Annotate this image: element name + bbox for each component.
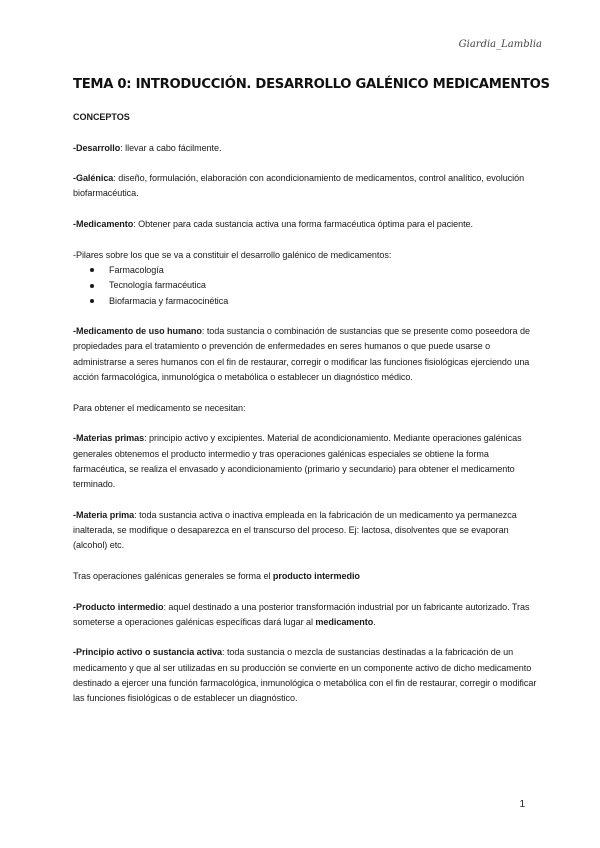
list-item — [73, 294, 538, 309]
emphasis-text: medicamento — [315, 616, 374, 627]
emphasis-text: producto intermedio — [272, 570, 360, 581]
definition-text: : toda sustancia o combinación de sustancias que se presente como poseedora de propiedades para el tratamiento o prevención de enfermedades en seres humanos o que puede usarse o administrarse a seres humanos con el fin de restaurar, corregir o modificar las funciones fisiológicas ejerciendo una acción farmacológica, inmunológica o metabólica o establecer un diagnóstico médico. — [73, 326, 530, 383]
definition-galenica — [73, 171, 538, 202]
list-item — [73, 263, 538, 278]
term: -Medicamento de uso humano — [73, 326, 202, 337]
definition-materias-primas — [73, 431, 538, 492]
author-header: Giardia_Lamblia — [458, 39, 542, 50]
definition-desarrollo — [73, 141, 538, 156]
line-text: Tras operaciones galénicas generales se forma el — [73, 570, 273, 581]
list-item — [73, 278, 538, 293]
definition-principio-activo — [73, 645, 538, 706]
definition-uso-humano — [73, 324, 538, 385]
pilares-list — [73, 263, 538, 309]
term: -Principio activo o sustancia activa — [73, 647, 223, 658]
term: -Galénica — [73, 173, 114, 184]
pilares-intro: -Pilares sobre los que se va a constituir el desarrollo galénico de medicamentos: — [73, 249, 392, 260]
page-number: 1 — [519, 799, 525, 810]
definition-medicamento — [73, 217, 538, 232]
list-item-text: Biofarmacia y farmacocinética — [109, 295, 229, 306]
term: -Medicamento — [73, 219, 134, 230]
pilares-block — [73, 248, 538, 309]
definition-text: : diseño, formulación, elaboración con acondicionamiento de medicamentos, control analítico, evolución biofarmacéutica. — [73, 173, 525, 199]
section-heading: CONCEPTOS — [73, 112, 130, 122]
bullet-icon — [90, 268, 94, 272]
list-item-text: Farmacología — [109, 264, 164, 275]
definition-text: : llevar a cabo fácilmente. — [120, 142, 222, 153]
bullet-icon — [90, 299, 94, 303]
para-obtener-line: Para obtener el medicamento se necesitan: — [73, 402, 246, 413]
definition-producto-intermedio — [73, 600, 538, 631]
definition-text: : Obtener para cada sustancia activa una forma farmacéutica óptima para el paciente. — [133, 219, 474, 230]
list-item-text: Tecnología farmacéutica — [109, 280, 206, 291]
definition-text: : toda sustancia o mezcla de sustancias destinadas a la fabricación de un medicamento y que al ser utilizadas en su producción se convierte en un componente activo de dicho medicamento destinado a ejercer una función farmacológica, inmunológica o metabólica con el fin de restaurar, corregir o modificar las funciones fisiológicas o de establecer un diagnóstico. — [73, 647, 537, 704]
definition-materia-prima — [73, 508, 538, 554]
term: -Producto intermedio — [73, 601, 164, 612]
document-body — [73, 110, 538, 722]
term: -Desarrollo — [73, 142, 121, 153]
punctuation: . — [373, 616, 376, 627]
definition-text: : aquel destinado a una posterior transformación industrial por un fabricante autorizado. Tras someterse a operaciones galénicas específicas dará lugar al — [73, 601, 530, 627]
definition-text: : principio activo y excipientes. Material de acondicionamiento. Mediante operaciones galénicas generales obtenemos el producto intermedio y tras operaciones galénicas especiales se obtiene la forma farmacéutica, se realiza el envasado y acondicionamiento (primario y secundario) para obtener el medicamento terminado. — [73, 433, 522, 490]
term: -Materia prima — [73, 509, 135, 520]
definition-text: : toda sustancia activa o inactiva empleada en la fabricación de un medicamento ya permanezca inalterada, se modifique o desaparezca en el transcurso del proceso. Ej: lactosa, disolventes que se evaporan (alcohol) etc. — [73, 509, 517, 551]
term: -Materias primas — [73, 433, 145, 444]
bullet-icon — [90, 284, 94, 288]
page-title: TEMA 0: INTRODUCCIÓN. DESARROLLO GALÉNICO MEDICAMENTOS — [73, 77, 550, 92]
tras-operaciones-line — [73, 569, 538, 584]
